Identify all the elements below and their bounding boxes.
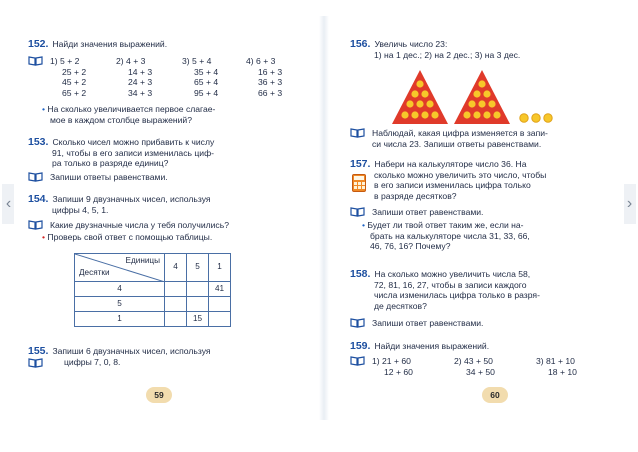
expr-col-3 (536, 356, 577, 377)
text-line: ра только в разряде единиц? (52, 158, 169, 169)
text-line: Наблюдай, какая цифра изменяется в запи- (372, 128, 548, 138)
page-number-badge: 59 (146, 387, 172, 403)
page-number-badge: 60 (482, 387, 508, 403)
task-153-instruction: Запиши ответы равенствами. (50, 172, 168, 182)
task-158 (350, 269, 540, 311)
expr-col-2 (454, 356, 495, 377)
header-units: Единицы (125, 256, 160, 265)
text-line: Увеличь число 23: (374, 39, 448, 49)
expr: 3) 81 + 10 (536, 356, 575, 366)
expr: 25 + 2 (62, 66, 87, 77)
expr: 45 + 2 (62, 77, 87, 88)
expr: 65 + 4 (194, 77, 219, 88)
expr: 4) 6 + 3 (246, 56, 276, 66)
expr: 14 + 3 (128, 66, 153, 77)
task-157-question (362, 220, 530, 252)
expr-col-3 (182, 56, 218, 98)
expr: 2) 43 + 50 (454, 356, 493, 366)
expr: 66 + 3 (258, 87, 283, 98)
triangle-ten (454, 70, 510, 124)
task-number: 156. (350, 38, 371, 50)
expr: 16 + 3 (258, 66, 283, 77)
task-number: 152. (28, 38, 49, 50)
expr-col-1 (50, 56, 86, 98)
text-line: Найди значения выражений. (374, 341, 490, 351)
expr: 2) 4 + 3 (116, 56, 146, 66)
text-line: На сколько увеличивается первое слагае- (47, 104, 216, 114)
task-154-check (42, 232, 212, 243)
table-row (75, 312, 231, 327)
unit-dots (520, 114, 552, 122)
task-154-question: Какие двузначные числа у тебя получились? (50, 220, 229, 230)
text-line: 72, 81, 16, 27, чтобы в записи каждого (374, 279, 527, 290)
task-159-title (350, 341, 489, 352)
task-156 (350, 39, 520, 60)
text-line: 46, 76, 16? Почему? (370, 241, 451, 252)
book-icon (28, 56, 43, 66)
table-cell (209, 297, 231, 312)
expr: 34 + 3 (128, 87, 153, 98)
book-icon (350, 207, 365, 217)
text-line: Проверь свой ответ с помощью таблицы. (47, 232, 213, 242)
text-line: брать на калькуляторе числа 31, 33, 66, (370, 230, 530, 241)
text-line: 1) на 1 дес.; 2) на 2 дес.; 3) на 3 дес. (374, 49, 521, 60)
text-line: числа изменилась цифра только в разря- (374, 290, 540, 301)
chevron-right-icon: › (626, 195, 633, 212)
expr: 65 + 2 (62, 87, 87, 98)
column-header: 4 (165, 254, 187, 282)
task-153 (28, 137, 214, 169)
text-line: 91, чтобы в его записи изменилась циф- (52, 147, 215, 158)
text-line: си числа 23. Запиши ответы равенствами. (372, 138, 542, 149)
task-number: 155. (28, 345, 49, 357)
triangle-ten (392, 70, 448, 124)
right-page (332, 16, 624, 420)
task-157-instruction: Запиши ответ равенствами. (372, 207, 484, 217)
expr-col-2 (116, 56, 152, 98)
task-155 (28, 346, 211, 367)
header-tens: Десятки (79, 268, 110, 278)
task-number: 159. (350, 340, 371, 352)
text-line: Запиши 6 двузначных чисел, используя (52, 346, 211, 356)
table-cell: 15 (187, 312, 209, 327)
expr: 35 + 4 (194, 66, 219, 77)
chevron-left-icon: ‹ (5, 195, 12, 212)
book-icon (28, 172, 43, 182)
book-icon (28, 358, 43, 368)
row-header: 4 (75, 282, 165, 297)
expr: 36 + 3 (258, 77, 283, 88)
table-corner-cell (75, 254, 165, 282)
text-line: На сколько можно увеличить числа 58, (374, 269, 531, 279)
text-line: в его записи изменилась цифра только (374, 180, 531, 191)
task-text: Найди значения выражений. (52, 39, 168, 49)
task-number: 157. (350, 158, 371, 170)
task-154 (28, 194, 211, 215)
column-header: 5 (187, 254, 209, 282)
text-line: цифры 7, 0, 8. (64, 356, 121, 367)
book-spread (14, 16, 624, 420)
text-line: в разряде десятков? (374, 190, 457, 201)
table-cell (187, 282, 209, 297)
calculator-icon (352, 174, 366, 192)
book-icon (350, 128, 365, 138)
expr: 1) 5 + 2 (50, 56, 80, 66)
next-page-button[interactable] (623, 184, 636, 224)
table-cell (165, 297, 187, 312)
book-icon (28, 220, 43, 230)
book-icon (350, 356, 365, 366)
row-header: 1 (75, 312, 165, 327)
expr: 3) 5 + 4 (182, 56, 212, 66)
text-line: Набери на калькуляторе число 36. На (374, 159, 527, 169)
bullet-icon: • (362, 220, 368, 230)
task-157 (350, 159, 546, 201)
page-gutter (319, 16, 329, 420)
expr: 34 + 50 (466, 366, 495, 377)
task-number: 153. (28, 136, 49, 148)
table-row (75, 297, 231, 312)
text-line: сколько можно увеличить это число, чтобы (374, 169, 547, 180)
expr: 12 + 60 (384, 366, 413, 377)
text-line: мое в каждом столбце выражений? (50, 114, 192, 125)
expr-col-1 (372, 356, 413, 377)
text-line: Будет ли твой ответ таким же, если на- (367, 220, 524, 230)
table-cell (165, 282, 187, 297)
text-line: Сколько чисел можно прибавить к числу (52, 137, 215, 147)
book-icon (350, 318, 365, 328)
table-cell (165, 312, 187, 327)
table-cell (187, 297, 209, 312)
task-number: 158. (350, 268, 371, 280)
bullet-icon: • (42, 104, 48, 114)
task-152-question (42, 104, 215, 125)
counting-triangles-illustration (392, 68, 572, 126)
task-number: 154. (28, 193, 49, 205)
bullet-icon: • (42, 232, 48, 242)
expr: 24 + 3 (128, 77, 153, 88)
table-row (75, 282, 231, 297)
expr: 95 + 4 (194, 87, 219, 98)
text-line: цифры 4, 5, 1. (52, 204, 109, 215)
expr-col-4 (246, 56, 282, 98)
table-cell (209, 312, 231, 327)
text-line: де десятков? (374, 300, 427, 311)
task-152-title (28, 39, 167, 50)
text-line: Запиши 9 двузначных чисел, используя (52, 194, 211, 204)
row-header: 5 (75, 297, 165, 312)
expr: 1) 21 + 60 (372, 356, 411, 366)
left-page (14, 16, 316, 420)
table-cell: 41 (209, 282, 231, 297)
expr: 18 + 10 (548, 366, 577, 377)
digits-table (74, 253, 231, 327)
task-158-instruction: Запиши ответ равенствами. (372, 318, 484, 328)
column-header: 1 (209, 254, 231, 282)
task-156-instruction (372, 128, 548, 149)
